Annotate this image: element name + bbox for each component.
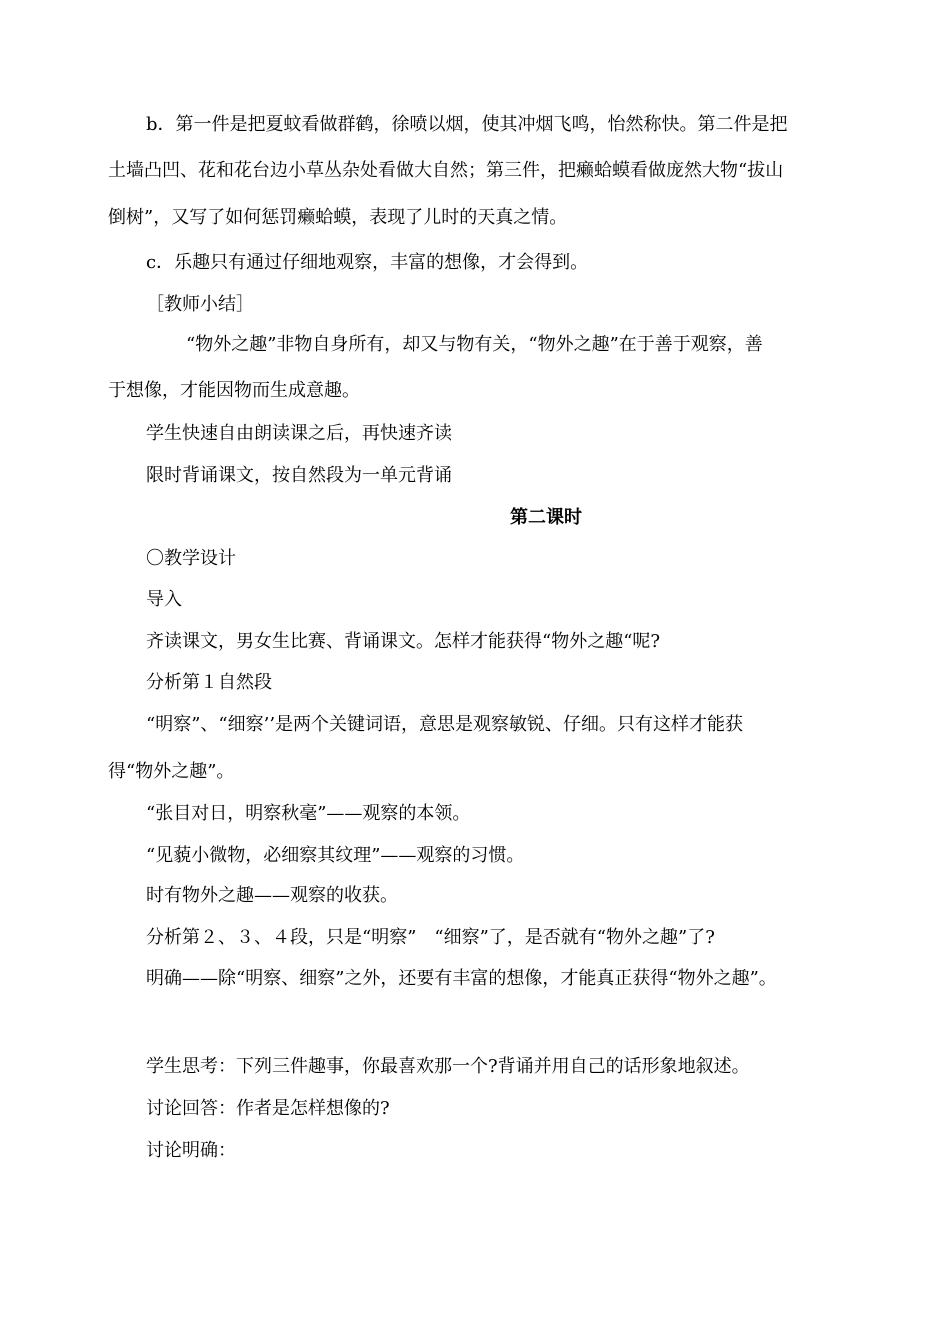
observation-habit: “见藐小微物，必细察其纹理”——观察的习惯。 xyxy=(146,845,525,866)
teaching-design-label: 〇教学设计 xyxy=(146,548,236,569)
summary-line-2: 于想像，才能因物而生成意趣。 xyxy=(108,380,360,401)
clarification: 明确——除“明察、细察”之外，还要有丰富的想像，才能真正获得“物外之趣”。 xyxy=(146,968,777,989)
paragraph-b-line-1: b．第一件是把夏蚊看做群鹤，徐喷以烟，使其冲烟飞鸣，怡然称快。第二件是把 xyxy=(146,114,788,135)
section-heading: 第二课时 xyxy=(510,507,582,528)
paragraph-c: c．乐趣只有通过仔细地观察，丰富的想像，才会得到。 xyxy=(146,252,589,273)
discussion-clarify: 讨论明确： xyxy=(146,1140,236,1161)
recitation-instruction: 限时背诵课文，按自然段为一单元背诵 xyxy=(146,465,452,486)
intro-question: 齐读课文，男女生比赛、背诵课文。怎样才能获得“物外之趣“呢? xyxy=(146,631,661,652)
observation-skill: “张目对日，明察秋毫”——观察的本领。 xyxy=(146,803,471,824)
paragraph-b-line-3: 倒树”，又写了如何惩罚癞蛤蟆，表现了儿时的天真之情。 xyxy=(108,207,568,228)
observation-harvest: 时有物外之趣——观察的收获。 xyxy=(146,885,398,906)
paragraph-b-line-2: 土墙凸凹、花和花台边小草丛杂处看做大自然；第三件，把癞蛤蟆看做庞然大物“拔山 xyxy=(108,160,784,181)
student-thinking: 学生思考：下列三件趣事，你最喜欢那一个?背诵并用自己的话形象地叙述。 xyxy=(146,1056,750,1077)
discussion-answer: 讨论回答：作者是怎样想像的? xyxy=(146,1098,390,1119)
analysis-para-2-4: 分析第２、３、４段，只是“明察” “细察”了，是否就有“物外之趣”了? xyxy=(146,927,715,948)
keyword-line-1: “明察”、“细察’’是两个关键词语，意思是观察敏锐、仔细。只有这样才能获 xyxy=(146,714,744,735)
teacher-summary-label: ［教师小结］ xyxy=(146,294,254,315)
summary-line-1: “物外之趣”非物自身所有，却又与物有关，“物外之趣”在于善于观察，善 xyxy=(186,334,763,355)
keyword-line-2: 得“物外之趣”。 xyxy=(108,761,235,782)
analysis-para-1: 分析第１自然段 xyxy=(146,672,272,693)
reading-instruction: 学生快速自由朗读课之后，再快速齐读 xyxy=(146,423,452,444)
introduction-label: 导入 xyxy=(146,589,182,610)
